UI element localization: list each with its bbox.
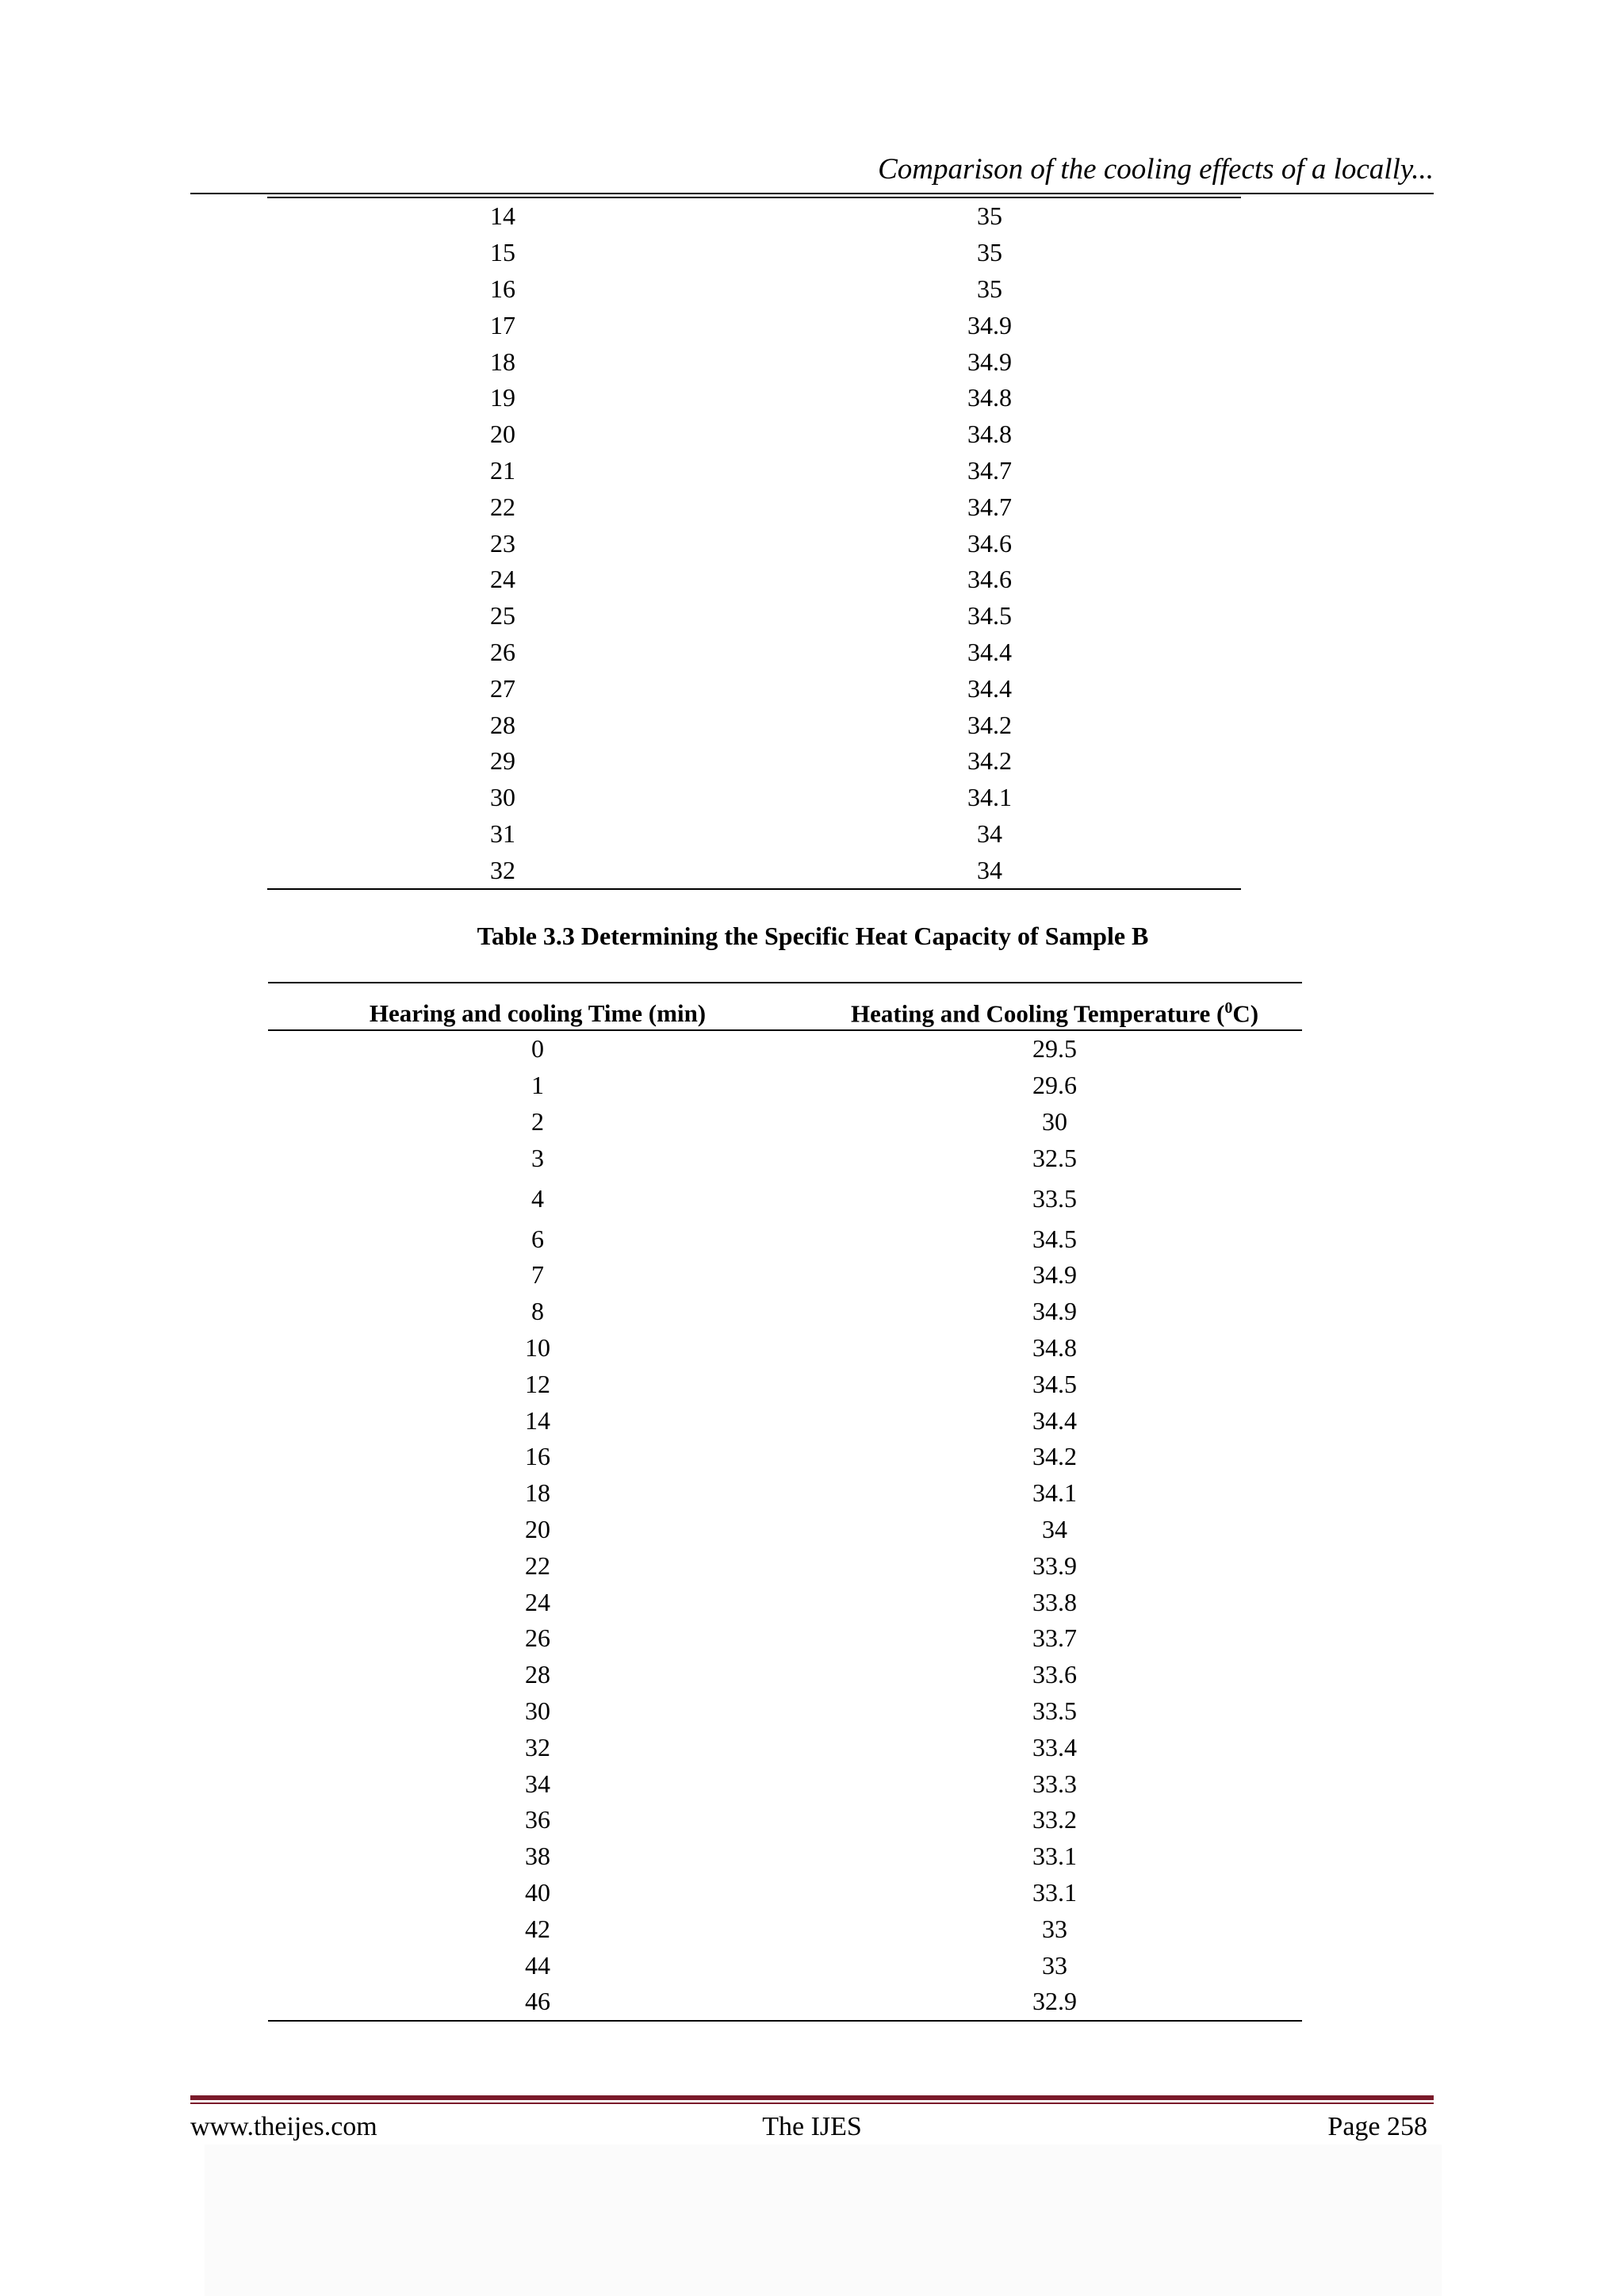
cell-time: 36 — [525, 1805, 550, 1834]
cell-temperature: 33 — [1042, 1914, 1067, 1943]
cell-time: 27 — [490, 673, 515, 703]
cell-temperature: 33.4 — [1032, 1732, 1077, 1761]
cell-time: 25 — [490, 601, 515, 631]
cell-temperature: 34.7 — [967, 492, 1012, 521]
cell-temperature: 34.7 — [967, 455, 1012, 485]
cell-time: 42 — [525, 1914, 550, 1943]
cell-time: 22 — [490, 492, 515, 521]
continued-table-bottom-rule — [267, 888, 1241, 890]
table-row — [268, 1439, 1302, 1475]
table-row — [268, 1257, 1302, 1294]
table-row — [267, 634, 1241, 671]
cell-temperature: 33.8 — [1032, 1587, 1077, 1616]
cell-time: 21 — [490, 455, 515, 485]
cell-temperature: 35 — [977, 274, 1002, 303]
table-row — [268, 1802, 1302, 1838]
table-row — [268, 1140, 1302, 1176]
table-row — [267, 198, 1241, 235]
cell-time: 46 — [525, 1987, 550, 2016]
cell-temperature: 34.5 — [1032, 1224, 1077, 1253]
cell-time: 14 — [490, 201, 515, 231]
cell-temperature: 33.1 — [1032, 1877, 1077, 1907]
table-row — [267, 743, 1241, 780]
cell-temperature: 34 — [977, 818, 1002, 848]
table-row — [268, 1693, 1302, 1730]
table-row — [267, 780, 1241, 816]
table-row — [268, 1875, 1302, 1911]
table-caption: Table 3.3 Determining the Specific Heat Capacity of Sample B — [477, 922, 1149, 950]
cell-time: 12 — [525, 1369, 550, 1398]
cell-time: 32 — [490, 855, 515, 884]
cell-time: 0 — [531, 1034, 544, 1064]
table-row — [267, 343, 1241, 380]
cell-temperature: 32.5 — [1032, 1143, 1077, 1172]
footer-rule-thick — [190, 2095, 1434, 2100]
cell-temperature: 33.6 — [1032, 1660, 1077, 1689]
cell-temperature: 34.5 — [967, 601, 1012, 631]
cell-temperature: 34 — [977, 855, 1002, 884]
cell-temperature: 34.1 — [967, 783, 1012, 812]
table-row — [268, 1294, 1302, 1330]
cell-temperature: 33.7 — [1032, 1623, 1077, 1653]
column-header-time: Hearing and cooling Time (min) — [369, 999, 707, 1027]
table-row — [268, 1838, 1302, 1875]
cell-temperature: 34.6 — [967, 528, 1012, 558]
table-3-3-bottom-rule — [268, 2020, 1302, 2022]
column-header-temperature — [807, 999, 1302, 1028]
cell-temperature: 34.1 — [1032, 1478, 1077, 1508]
cell-time: 1 — [531, 1071, 544, 1100]
running-header: Comparison of the cooling effects of a locally... — [878, 153, 1434, 186]
table-row — [268, 1330, 1302, 1366]
table-row — [267, 453, 1241, 489]
cell-time: 19 — [490, 383, 515, 412]
footer-website: www.theijes.com — [190, 2112, 377, 2141]
footer-page-number: Page 258 — [1327, 2112, 1427, 2141]
cell-time: 18 — [525, 1478, 550, 1508]
footer-journal: The IJES — [762, 2112, 862, 2141]
cell-temperature: 32.9 — [1032, 1987, 1077, 2016]
table-row — [268, 1104, 1302, 1140]
cell-time: 30 — [525, 1696, 550, 1725]
table-row — [267, 489, 1241, 525]
page-footer — [190, 2110, 1434, 2145]
table-row — [267, 525, 1241, 562]
cell-time: 14 — [525, 1405, 550, 1435]
table-3-3-body — [268, 1031, 1302, 2020]
cell-temperature: 34.9 — [967, 310, 1012, 339]
table-row — [268, 1584, 1302, 1620]
cell-time: 31 — [490, 818, 515, 848]
cell-time: 26 — [490, 637, 515, 666]
cell-temperature: 34.9 — [1032, 1297, 1077, 1326]
cell-temperature: 34 — [1042, 1514, 1067, 1543]
cell-temperature: 34.2 — [967, 746, 1012, 776]
cell-time: 10 — [525, 1332, 550, 1362]
table-row — [268, 1947, 1302, 1984]
cell-time: 28 — [525, 1660, 550, 1689]
cell-temperature: 33.5 — [1032, 1183, 1077, 1213]
cell-time: 28 — [490, 710, 515, 739]
degree-superscript: 0 — [1224, 999, 1233, 1017]
table-row — [268, 1475, 1302, 1512]
table-row — [268, 1729, 1302, 1765]
cell-temperature: 33.9 — [1032, 1550, 1077, 1580]
cell-temperature: 34.4 — [1032, 1405, 1077, 1435]
cell-time: 3 — [531, 1143, 544, 1172]
table-row — [267, 416, 1241, 453]
footer-rule-thin — [190, 2102, 1434, 2104]
cell-temperature: 33.1 — [1032, 1842, 1077, 1871]
table-row — [268, 1547, 1302, 1584]
table-row — [268, 1221, 1302, 1257]
cell-temperature: 34.8 — [1032, 1332, 1077, 1362]
cell-temperature: 33.2 — [1032, 1805, 1077, 1834]
cell-temperature: 33.3 — [1032, 1769, 1077, 1798]
table-row — [268, 1512, 1302, 1548]
table-row — [268, 1657, 1302, 1693]
cell-time: 7 — [531, 1260, 544, 1290]
cell-temperature: 34.9 — [967, 347, 1012, 376]
cell-time: 17 — [490, 310, 515, 339]
cell-temperature: 35 — [977, 201, 1002, 231]
cell-time: 30 — [490, 783, 515, 812]
continued-table-body — [267, 198, 1241, 888]
cell-temperature: 34.9 — [1032, 1260, 1077, 1290]
cell-time: 40 — [525, 1877, 550, 1907]
cell-time: 44 — [525, 1950, 550, 1980]
table-row — [268, 1366, 1302, 1402]
cell-time: 24 — [490, 565, 515, 594]
cell-temperature: 34.8 — [967, 383, 1012, 412]
cell-temperature: 34.4 — [967, 637, 1012, 666]
continued-table — [267, 197, 1241, 890]
table-3-3-header-row — [268, 983, 1302, 1029]
table-row — [268, 1620, 1302, 1657]
table-row — [267, 707, 1241, 743]
cell-temperature: 34.2 — [967, 710, 1012, 739]
table-row — [268, 1176, 1302, 1221]
column-header-temperature-pre: Heating and Cooling Temperature ( — [850, 999, 1225, 1027]
table-row — [267, 380, 1241, 416]
cell-time: 22 — [525, 1550, 550, 1580]
cell-time: 24 — [525, 1587, 550, 1616]
table-row — [267, 670, 1241, 707]
cell-temperature: 34.5 — [1032, 1369, 1077, 1398]
table-row — [268, 1031, 1302, 1068]
cell-time: 34 — [525, 1769, 550, 1798]
cell-temperature: 30 — [1042, 1106, 1067, 1136]
cell-time: 38 — [525, 1842, 550, 1871]
cell-temperature: 35 — [977, 238, 1002, 267]
table-row — [268, 1984, 1302, 2020]
cell-temperature: 34.2 — [1032, 1442, 1077, 1471]
cell-time: 4 — [531, 1183, 544, 1213]
cell-temperature: 29.5 — [1032, 1034, 1077, 1064]
cell-temperature: 34.8 — [967, 420, 1012, 449]
table-row — [268, 1402, 1302, 1439]
table-row — [268, 1911, 1302, 1947]
table-row — [267, 235, 1241, 271]
cell-time: 20 — [525, 1514, 550, 1543]
table-row — [267, 271, 1241, 308]
footer-shade — [205, 2145, 1442, 2296]
cell-time: 32 — [525, 1732, 550, 1761]
cell-time: 16 — [490, 274, 515, 303]
cell-time: 15 — [490, 238, 515, 267]
cell-time: 16 — [525, 1442, 550, 1471]
cell-temperature: 29.6 — [1032, 1071, 1077, 1100]
cell-time: 26 — [525, 1623, 550, 1653]
cell-time: 8 — [531, 1297, 544, 1326]
table-row — [267, 816, 1241, 853]
table-row — [267, 852, 1241, 888]
table-row — [268, 1765, 1302, 1802]
cell-time: 2 — [531, 1106, 544, 1136]
table-row — [267, 598, 1241, 634]
cell-time: 6 — [531, 1224, 544, 1253]
cell-temperature: 33 — [1042, 1950, 1067, 1980]
cell-time: 20 — [490, 420, 515, 449]
table-row — [267, 307, 1241, 343]
cell-time: 23 — [490, 528, 515, 558]
table-3-3 — [268, 982, 1302, 2022]
cell-time: 18 — [490, 347, 515, 376]
cell-time: 29 — [490, 746, 515, 776]
cell-temperature: 34.4 — [967, 673, 1012, 703]
column-header-temperature-post: C) — [1232, 999, 1259, 1027]
header-rule — [190, 193, 1434, 194]
cell-temperature: 34.6 — [967, 565, 1012, 594]
cell-temperature: 33.5 — [1032, 1696, 1077, 1725]
table-row — [267, 562, 1241, 598]
table-row — [268, 1068, 1302, 1104]
